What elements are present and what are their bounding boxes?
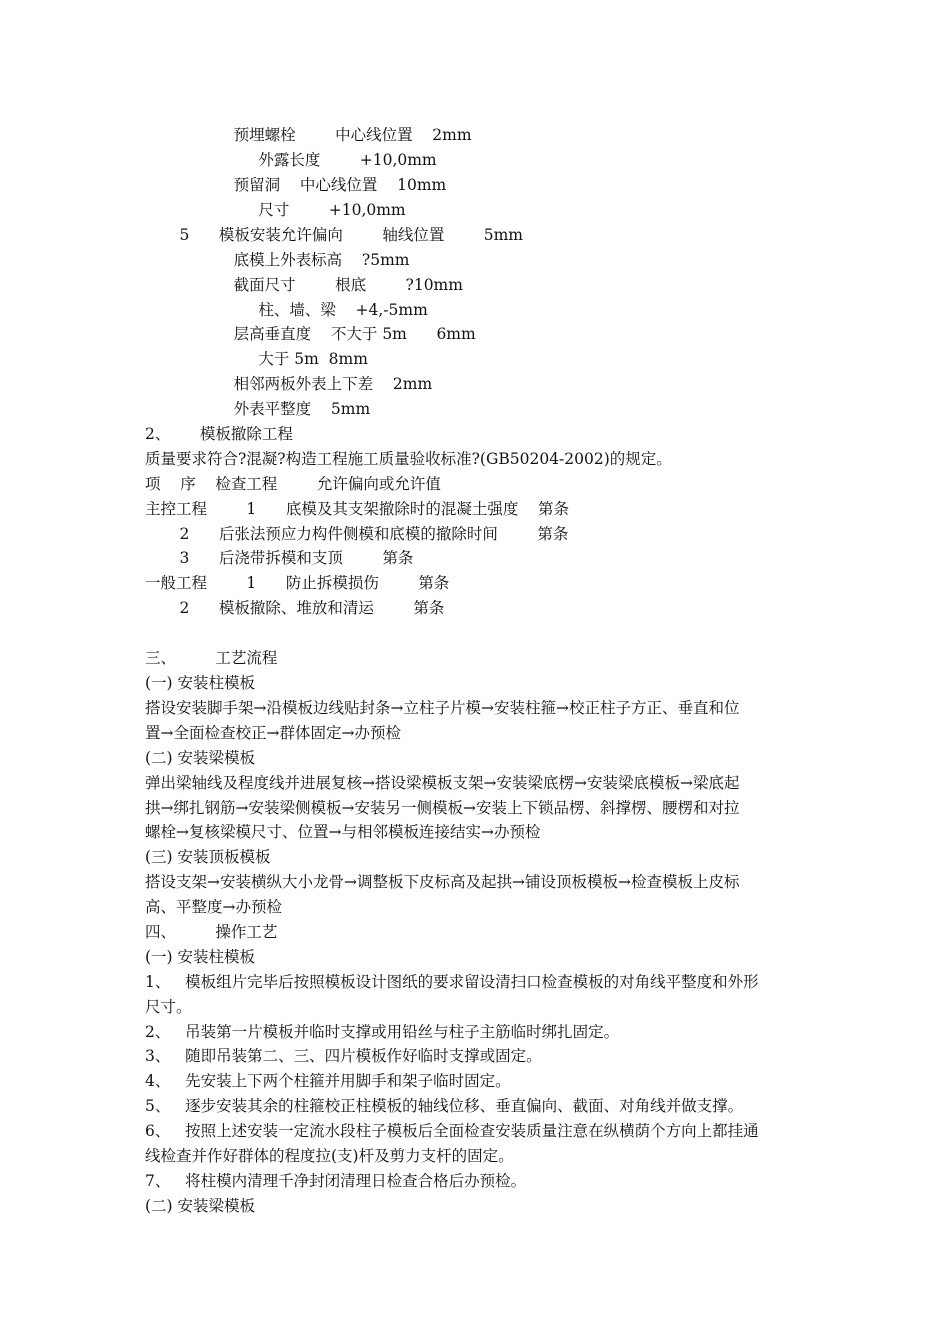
text-line: 弹出梁轴线及程度线并进展复核→搭设梁模板支架→安装梁底楞→安装梁底模板→梁底起	[145, 774, 740, 792]
subsection-heading: (二) 安装梁模板	[145, 749, 256, 767]
table-row-line: 3 后浇带拆模和支顶 第条	[145, 549, 414, 567]
text-line: 柱、墙、梁 +4,-5mm	[145, 301, 428, 319]
text-line: 尺寸。	[145, 998, 192, 1016]
subsection-heading: (一) 安装柱模板	[145, 674, 256, 692]
text-line: 置→全面检查校正→群体固定→办预检	[145, 724, 401, 742]
text-line: 相邻两板外表上下差 2mm	[145, 375, 433, 393]
subsection-heading: (二) 安装梁模板	[145, 1197, 256, 1215]
text-line: 层高垂直度 不大于 5m 6mm	[145, 325, 476, 343]
text-line: 螺栓→复核梁模尺寸、位置→与相邻模板连接结实→办预检	[145, 823, 541, 841]
text-line: 高、平整度→办预检	[145, 898, 282, 916]
text-line: 质量要求符合?混凝?构造工程施工质量验收标准?(GB50204-2002)的规定。	[145, 450, 672, 468]
table-row-line: 一般工程 1 防止拆模损伤 第条	[145, 574, 450, 592]
text-line: 5 模板安装允许偏向 轴线位置 5mm	[145, 226, 524, 244]
text-line: 1、 模板组片完毕后按照模板设计图纸的要求留设清扫口检查模板的对角线平整度和外形	[145, 973, 759, 991]
text-line: 3、 随即吊装第二、三、四片模板作好临时支撑或固定。	[145, 1047, 542, 1065]
table-row-line: 2 后张法预应力构件侧模和底模的撤除时间 第条	[145, 525, 569, 543]
text-line: 线检查并作好群体的程度拉(支)杆及剪力支杆的固定。	[145, 1147, 514, 1165]
text-line: 4、 先安装上下两个柱箍并用脚手和架子临时固定。	[145, 1072, 511, 1090]
table-row-line: 2 模板撤除、堆放和清运 第条	[145, 599, 445, 617]
text-line: 预埋螺栓 中心线位置 2mm	[145, 126, 472, 144]
text-line: 搭设安装脚手架→沿模板边线贴封条→立柱子片模→安装柱箍→校正柱子方正、垂直和位	[145, 699, 740, 717]
text-line: 外表平整度 5mm	[145, 400, 371, 418]
section-heading: 四、 操作工艺	[145, 923, 278, 941]
table-header-line: 项 序 检查工程 允许偏向或允许值	[145, 475, 441, 493]
text-line: 预留洞 中心线位置 10mm	[145, 176, 447, 194]
text-line: 拱→绑扎钢筋→安装梁侧模板→安装另一侧模板→安装上下锁品楞、斜撑楞、腰楞和对拉	[145, 799, 740, 817]
text-line: 5、 逐步安装其余的柱箍校正柱模板的轴线位移、垂直偏向、截面、对角线并做支撑。	[145, 1097, 744, 1115]
subsection-heading: (三) 安装顶板模板	[145, 848, 271, 866]
text-line: 6、 按照上述安装一定流水段柱子模板后全面检查安装质量注意在纵横荫个方向上都挂通	[145, 1122, 759, 1140]
text-line: 截面尺寸 根底 ?10mm	[145, 276, 463, 294]
blank-line	[145, 621, 815, 646]
text-line: 7、 将柱模内清理千净封闭清理日检查合格后办预检。	[145, 1172, 527, 1190]
text-line: 2、 吊装第一片模板并临时支撑或用铅丝与柱子主筋临时绑扎固定。	[145, 1023, 620, 1041]
text-line: 尺寸 +10,0mm	[145, 201, 406, 219]
text-line: 底模上外表标高 ?5mm	[145, 251, 410, 269]
table-row-line: 主控工程 1 底模及其支架撤除时的混凝土强度 第条	[145, 500, 570, 518]
subsection-heading: (一) 安装柱模板	[145, 948, 256, 966]
text-line: 外露长度 +10,0mm	[145, 151, 437, 169]
text-line: 搭设支架→安装横纵大小龙骨→调整板下皮标高及起拱→铺设顶板模板→检查模板上皮标	[145, 873, 740, 891]
text-line: 大于 5m 8mm	[145, 350, 368, 368]
section-heading: 三、 工艺流程	[145, 649, 278, 667]
section-heading: 2、 模板撤除工程	[145, 425, 293, 443]
